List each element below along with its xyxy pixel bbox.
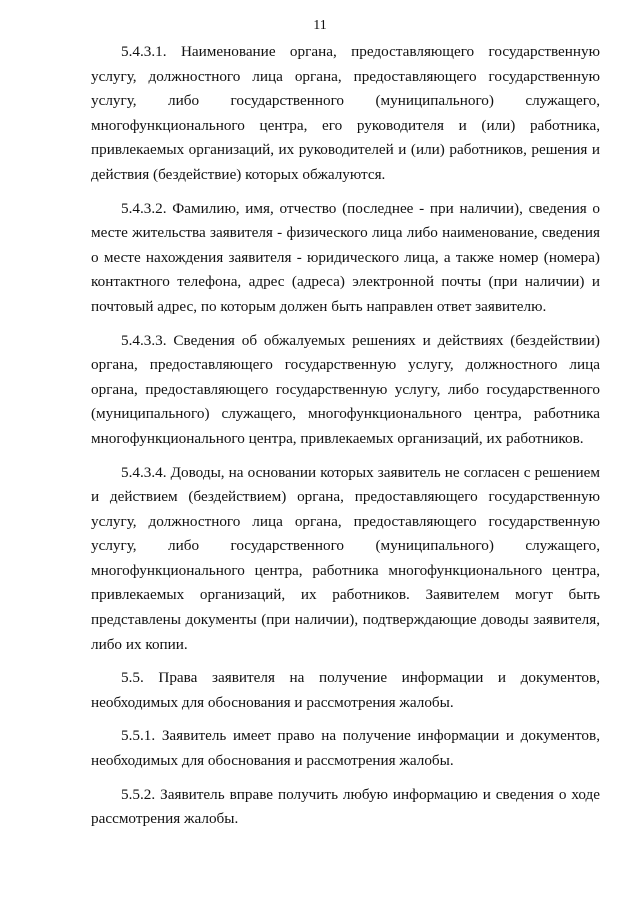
page-number: 11 [313, 18, 327, 33]
paragraph-5-4-3-4: 5.4.3.4. Доводы, на основании которых заявитель не согласен с решением и действием (бездействием) органа, предоставляющего государственную услугу, должностного лица органа, предоставляющего государственную услугу, либо государственного (муниципального) служащего, многофункционального центра, работника многофункционального центра, привлекаемых организаций, их работников. Заявителем могут быть представлены документы (при наличии), подтверждающие доводы заявителя, либо их копии. [91, 463, 600, 653]
paragraph-5-5-2: 5.5.2. Заявитель вправе получить любую информацию и сведения о ходе рассмотрения жалобы. [91, 785, 600, 828]
paragraph-5-5-1: 5.5.1. Заявитель имеет право на получение информации и документов, необходимых для обоснования и рассмотрения жалобы. [91, 727, 600, 770]
paragraph-5-5: 5.5. Права заявителя на получение информации и документов, необходимых для обоснования и рассмотрения жалобы. [91, 669, 600, 711]
paragraph-5-4-3-3: 5.4.3.3. Сведения об обжалуемых решениях и действиях (бездействии) органа, предоставляющего государственную услугу, должностного лица органа, предоставляющего государственную услугу, либо государственного (муниципального) служащего, многофункционального центра, работника многофункционального центра, привлекаемых организаций, их работников. [91, 331, 600, 447]
paragraph-5-4-3-1: 5.4.3.1. Наименование органа, предоставляющего государственную услугу, должностного лица органа, предоставляющего государственную услугу, либо государственного (муниципального) служащего, многофункционального центра, его руководителя и (или) работника, привлекаемых организаций, их руководителей и (или) работников, решения и действия (бездействие) которых обжалуются. [91, 43, 600, 183]
document-body [91, 40, 600, 832]
paragraph-5-4-3-2: 5.4.3.2. Фамилию, имя, отчество (последнее - при наличии), сведения о месте жительства заявителя - физического лица либо наименование, сведения о месте нахождения заявителя - юридического лица, а также номер (номера) контактного телефона, адрес (адреса) электронной почты (при наличии) и почтовый адрес, по которым должен быть направлен ответ заявителю. [91, 199, 600, 315]
